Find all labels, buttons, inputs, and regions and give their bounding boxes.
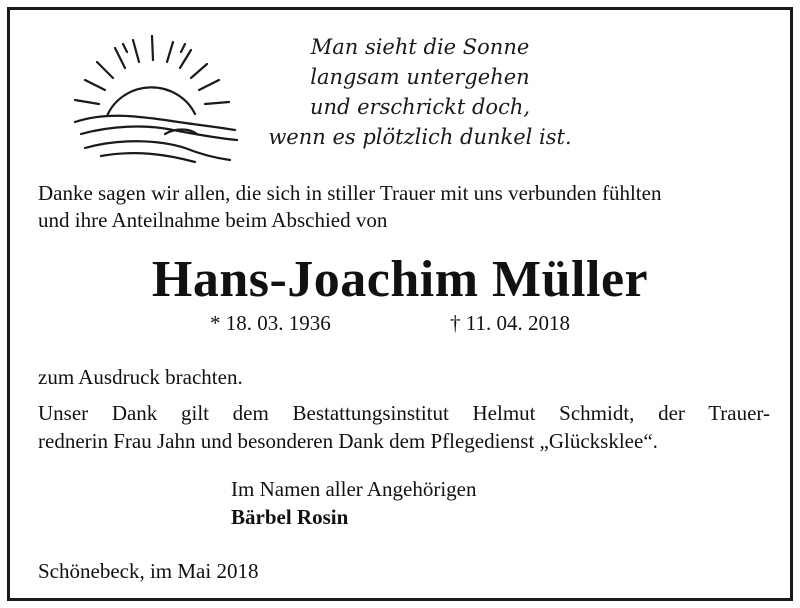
gratitude-line-1: Unser Dank gilt dem Bestattungsinstitut Helmut Schmidt, der Trauer- <box>38 401 770 425</box>
signature-name: Bärbel Rosin <box>231 505 349 529</box>
thanks-text-line-1: Danke sagen wir allen, die sich in stiller Trauer mit uns verbunden fühlten <box>38 181 662 205</box>
poem-line: Man sieht die Sonne <box>310 35 530 59</box>
obituary-notice <box>7 7 793 601</box>
closing-text: zum Ausdruck brachten. <box>38 365 243 389</box>
deceased-name: Hans-Joachim Müller <box>151 251 649 308</box>
place-and-date: Schönebeck, im Mai 2018 <box>38 559 259 583</box>
sunset-icon <box>65 30 245 170</box>
poem-line: langsam untergehen <box>310 65 530 89</box>
poem-line: wenn es plötzlich dunkel ist. <box>268 125 572 149</box>
death-date: † 11. 04. 2018 <box>450 311 570 335</box>
birth-date: * 18. 03. 1936 <box>210 311 331 335</box>
poem-line: und erschrickt doch, <box>309 95 531 119</box>
poem <box>240 32 600 152</box>
signature-intro: Im Namen aller Angehörigen <box>231 477 477 501</box>
thanks-text-line-2: und ihre Anteilnahme beim Abschied von <box>38 208 388 232</box>
gratitude-line-2: rednerin Frau Jahn und besonderen Dank dem Pflegedienst „Glücksklee“. <box>38 429 658 453</box>
